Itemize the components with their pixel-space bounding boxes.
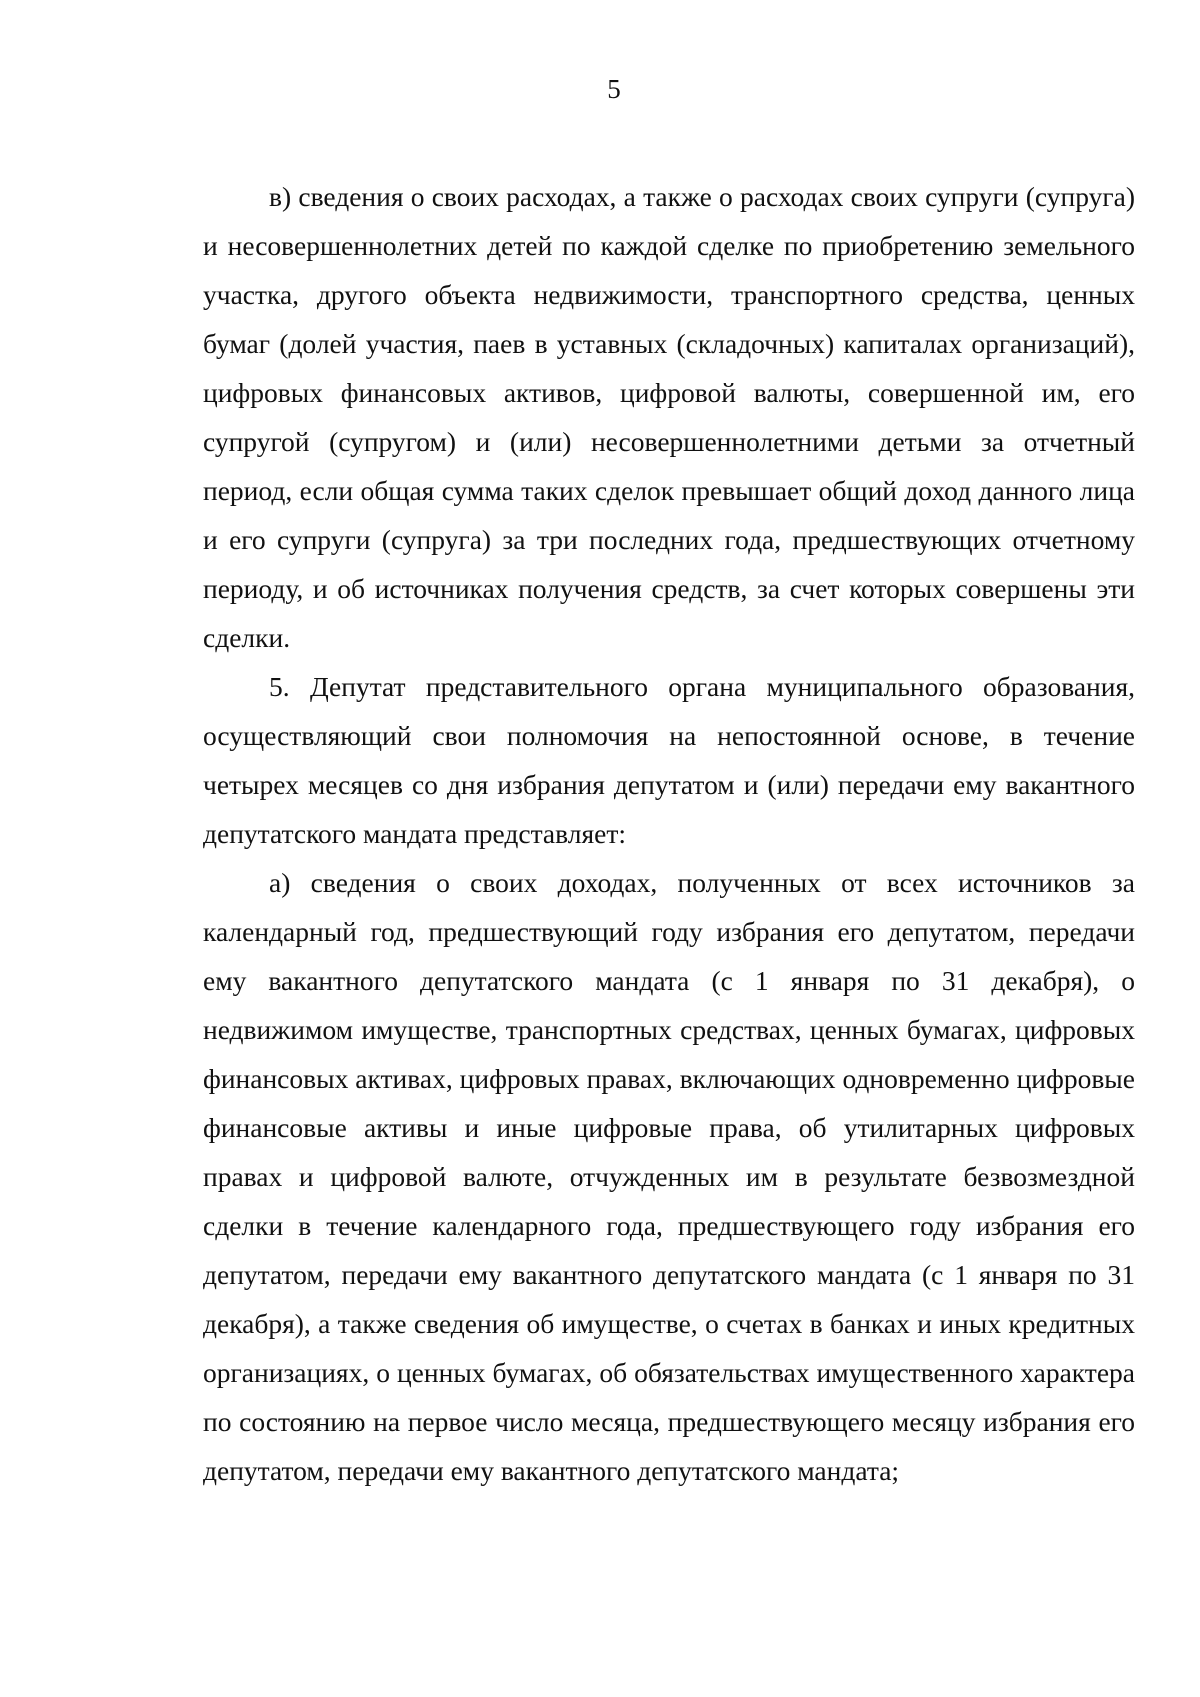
page-number: 5 — [607, 74, 621, 104]
paragraph-4v: в) сведения о своих расходах, а также о расходах своих супруги (супруга) и несовершеннолетних детей по каждой сделке по приобретению земельного участка, другого объекта недвижимости, транспортного средства, ценных бумаг (долей участия, паев в уставных (складочных) капиталах организаций), цифровых финансовых активов, цифровой валюты, совершенной им, его супругой (супругом) и (или) несовершеннолетними детьми за отчетный период, если общая сумма таких сделок превышает общий доход данного лица и его супруги (супруга) за три последних года, предшествующих отчетному периоду, и об источниках получения средств, за счет которых совершены эти сделки. — [203, 181, 1135, 653]
document-body — [203, 172, 1135, 1495]
paragraph-5a: а) сведения о своих доходах, полученных от всех источников за календарный год, предшествующий году избрания его депутатом, передачи ему вакантного депутатского мандата (с 1 января по 31 декабря), о недвижимом имуществе, транспортных средствах, ценных бумагах, цифровых финансовых активах, цифровых правах, включающих одновременно цифровые финансовые активы и иные цифровые права, об утилитарных цифровых правах и цифровой валюте, отчужденных им в результате безвозмездной сделки в течение календарного года, предшествующего году избрания его депутатом, передачи ему вакантного депутатского мандата (с 1 января по 31 декабря), а также сведения об имуществе, о счетах в банках и иных кредитных организациях, о ценных бумагах, об обязательствах имущественного характера по состоянию на первое число месяца, предшествующего месяцу избрания его депутатом, передачи ему вакантного депутатского мандата; — [203, 867, 1135, 1486]
paragraph-5: 5. Депутат представительного органа муниципального образования, осуществляющий свои полномочия на непостоянной основе, в течение четырех месяцев со дня избрания депутатом и (или) передачи ему вакантного депутатского мандата представляет: — [203, 671, 1135, 849]
